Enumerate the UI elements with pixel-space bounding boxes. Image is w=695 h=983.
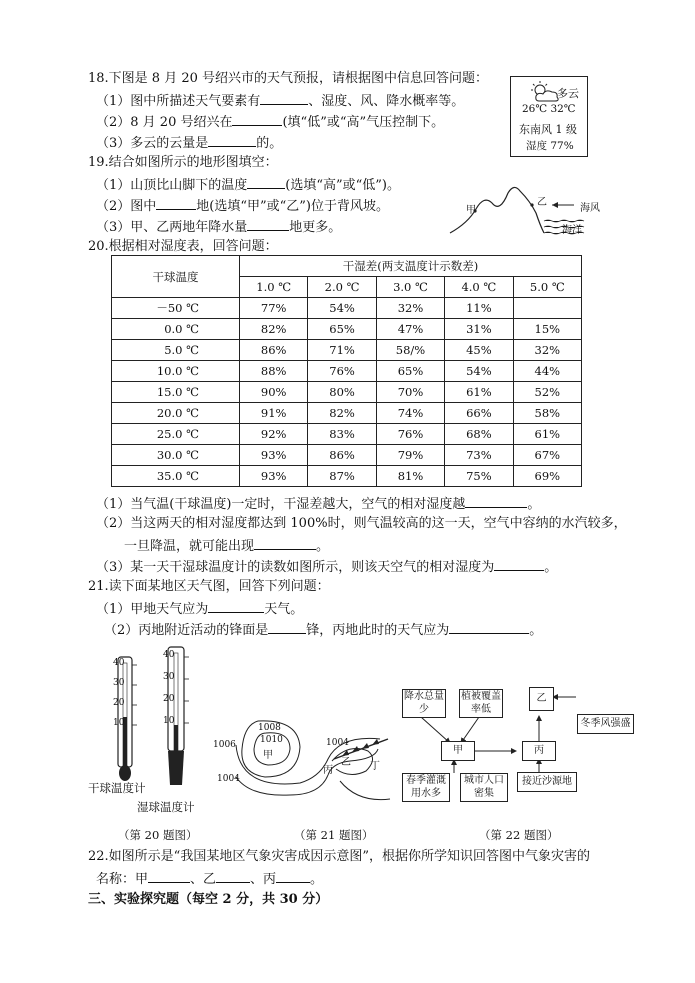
humidity-cell: 45% xyxy=(445,340,513,361)
humidity-cell: 11% xyxy=(445,298,513,319)
humidity-cell: 32% xyxy=(376,298,444,319)
row-temperature: 30.0 ℃ xyxy=(112,445,240,466)
humidity-cell: 81% xyxy=(376,466,444,487)
q18-part2 xyxy=(96,112,444,132)
humidity-cell: 31% xyxy=(445,319,513,340)
humidity-cell: 80% xyxy=(308,382,376,403)
row-temperature: 10.0 ℃ xyxy=(112,361,240,382)
q21-blank-3[interactable] xyxy=(449,620,529,634)
box-jia: 甲 xyxy=(441,741,475,761)
weather-forecast-box xyxy=(510,76,588,157)
q22-answer-line xyxy=(96,869,323,889)
q20-p3b: 。 xyxy=(544,560,558,575)
table-header-left: 干球温度 xyxy=(112,256,240,298)
row-temperature: 5.0 ℃ xyxy=(112,340,240,361)
q19-p3b: 地更多。 xyxy=(289,220,342,235)
q21-part2 xyxy=(104,620,542,640)
q20-part2a: （2）当这两天的相对湿度都达到 100%时，则气温较高的这一天，空气中容纳的水汽较多， xyxy=(96,516,627,531)
humidity-cell: 76% xyxy=(376,424,444,445)
isobar-label: 1004 xyxy=(326,738,349,748)
q20-p1a: （1）当气温(干球温度)一定时，干湿差越大，空气的相对湿度越 xyxy=(96,497,466,512)
table-row xyxy=(112,361,582,382)
humidity-cell: 68% xyxy=(445,424,513,445)
col-header: 3.0 ℃ xyxy=(376,277,444,298)
humidity-cell: 74% xyxy=(376,403,444,424)
humidity-cell: 82% xyxy=(240,319,308,340)
q21-p2a: （2）丙地附近活动的锋面是 xyxy=(104,623,269,638)
q18-part1 xyxy=(96,91,464,111)
q19-part1 xyxy=(96,175,400,195)
q20-part3 xyxy=(96,557,557,577)
q21-p2c: 。 xyxy=(529,623,543,638)
humidity-cell xyxy=(513,298,581,319)
table-row xyxy=(112,319,582,340)
q20-p3a: （3）某一天干湿球温度计的读数如图所示，则该天空气的相对湿度为 xyxy=(96,560,495,575)
humidity-cell: 61% xyxy=(445,382,513,403)
q19-stem: 19.结合如图所示的地形图填空： xyxy=(88,155,278,170)
fig22-caption: （第 22 题图） xyxy=(479,828,559,842)
humidity-cell: 69% xyxy=(513,466,581,487)
q20-part2b xyxy=(124,536,329,556)
humidity-cell: 92% xyxy=(240,424,308,445)
fig20-caption: （第 20 题图） xyxy=(118,828,198,842)
box-urban-population: 城市人口密集 xyxy=(460,773,508,802)
row-temperature: －50 ℃ xyxy=(112,298,240,319)
q18-blank-2[interactable] xyxy=(232,112,282,126)
dry-bulb xyxy=(119,765,131,781)
wet-tick: 30 xyxy=(163,672,175,682)
q21-blank-2[interactable] xyxy=(268,620,306,634)
wet-thermometer-label: 湿球温度计 xyxy=(137,800,195,814)
q18-p1b: 、湿度、风、降水概率等。 xyxy=(308,94,465,109)
label-yi: 乙 xyxy=(537,197,547,208)
isobar xyxy=(340,781,390,800)
isobar-label: 1004 xyxy=(217,774,240,784)
table-row xyxy=(112,403,582,424)
q20-p2b: 一旦降温，就可能出现 xyxy=(124,539,255,554)
weather-condition: 多云 xyxy=(557,87,579,100)
box-sand-source: 接近沙源地 xyxy=(517,772,577,792)
q20-blank-3[interactable] xyxy=(494,557,544,571)
q19-blank-1[interactable] xyxy=(247,175,285,189)
table-row xyxy=(112,445,582,466)
q20-p1b: 。 xyxy=(527,497,541,512)
humidity-cell: 83% xyxy=(308,424,376,445)
map-jia: 甲 xyxy=(263,750,273,761)
q19-p2a: （2）图中 xyxy=(96,199,157,214)
q19-blank-2[interactable] xyxy=(156,196,196,210)
wind-arrowhead xyxy=(552,202,558,208)
humidity-cell: 58% xyxy=(513,403,581,424)
q19-part2 xyxy=(96,196,389,216)
q22-a: 名称：甲 xyxy=(96,872,149,887)
humidity-cell: 54% xyxy=(445,361,513,382)
q21-part1 xyxy=(96,599,303,619)
table-row xyxy=(112,424,582,445)
isobar-label: 1006 xyxy=(213,740,236,750)
wet-tick: 40 xyxy=(163,650,175,660)
q22-stem: 22.如图所示是“我国某地区气象灾害成因示意图”，根据你所学知识回答图中气象灾害的 xyxy=(88,849,590,864)
dry-tick: 40 xyxy=(113,658,125,668)
q19-p2b: 地(选填“甲”或“乙”)位于背风坡。 xyxy=(196,199,390,214)
q18-p2b: (填“低”或“高”气压控制下。 xyxy=(282,115,445,130)
humidity-cell: 66% xyxy=(445,403,513,424)
humidity-cell: 75% xyxy=(445,466,513,487)
yi-point xyxy=(530,203,533,206)
humidity-cell: 15% xyxy=(513,319,581,340)
label-ocean: 海洋 xyxy=(562,225,582,236)
row-temperature: 25.0 ℃ xyxy=(112,424,240,445)
box-yi: 乙 xyxy=(529,687,554,711)
q20-part1 xyxy=(96,494,540,514)
humidity-table-body xyxy=(112,298,582,487)
q22-c: 、丙 xyxy=(250,872,277,887)
q20-stem: 20.根据相对湿度表，回答问题： xyxy=(88,239,278,254)
humidity-cell: 47% xyxy=(376,319,444,340)
weather-humidity: 湿度 77% xyxy=(526,140,574,152)
dry-thermometer-label: 干球温度计 xyxy=(88,781,146,795)
q21-p1a: （1）甲地天气应为 xyxy=(96,602,209,617)
isobar-label: 1008 xyxy=(258,723,281,733)
table-row xyxy=(112,382,582,403)
q20-blank-2[interactable] xyxy=(254,536,316,550)
q18-blank-1[interactable] xyxy=(260,91,308,105)
humidity-cell: 71% xyxy=(308,340,376,361)
humidity-cell: 54% xyxy=(308,298,376,319)
box-low-rain: 降水总量少 xyxy=(402,689,446,718)
map-ding: 丁 xyxy=(370,761,380,772)
humidity-cell: 90% xyxy=(240,382,308,403)
wet-wick xyxy=(168,751,184,785)
wet-tick: 10 xyxy=(163,716,175,726)
map-yi: 乙 xyxy=(341,757,351,768)
humidity-table xyxy=(111,255,582,487)
dry-tick: 10 xyxy=(113,718,125,728)
q18-p1a: （1）图中所描述天气要素有 xyxy=(96,94,261,109)
humidity-cell: 65% xyxy=(308,319,376,340)
map-bing: 丙 xyxy=(323,765,333,776)
q20-p2c: 。 xyxy=(316,539,330,554)
weather-temps: 26℃ 32℃ xyxy=(522,103,576,115)
isobar xyxy=(236,738,380,784)
row-temperature: 20.0 ℃ xyxy=(112,403,240,424)
humidity-cell: 44% xyxy=(513,361,581,382)
box-bing: 丙 xyxy=(522,741,556,761)
box-winter-wind: 冬季风强盛 xyxy=(577,714,634,734)
humidity-cell: 93% xyxy=(240,466,308,487)
q22-d: 。 xyxy=(310,872,324,887)
humidity-cell: 58/% xyxy=(376,340,444,361)
q21-p2b: 锋，丙地此时的天气应为 xyxy=(306,623,450,638)
q22-blank-2[interactable] xyxy=(216,869,250,883)
label-sea-wind: 海风 xyxy=(580,203,600,214)
box-spring-irrigation: 春季灌溉用水多 xyxy=(402,773,450,802)
humidity-cell: 77% xyxy=(240,298,308,319)
humidity-cell: 86% xyxy=(240,340,308,361)
q18-stem: 18.下图是 8 月 20 号绍兴市的天气预报，请根据图中信息回答问题： xyxy=(88,71,489,86)
q19-p1a: （1）山顶比山脚下的温度 xyxy=(96,178,248,193)
isobar-label: 1010 xyxy=(260,735,283,745)
table-row xyxy=(112,298,582,319)
q18-p3b: 的。 xyxy=(256,136,283,151)
humidity-cell: 73% xyxy=(445,445,513,466)
col-header: 5.0 ℃ xyxy=(513,277,581,298)
row-temperature: 0.0 ℃ xyxy=(112,319,240,340)
humidity-cell: 61% xyxy=(513,424,581,445)
row-temperature: 15.0 ℃ xyxy=(112,382,240,403)
humidity-cell: 91% xyxy=(240,403,308,424)
isobar xyxy=(236,749,378,795)
humidity-cell: 76% xyxy=(308,361,376,382)
q19-p3a: （3）甲、乙两地年降水量 xyxy=(96,220,248,235)
humidity-cell: 79% xyxy=(376,445,444,466)
table-row xyxy=(112,466,582,487)
humidity-cell: 70% xyxy=(376,382,444,403)
humidity-cell: 67% xyxy=(513,445,581,466)
q19-part3 xyxy=(96,217,341,237)
q18-blank-3[interactable] xyxy=(208,133,256,147)
weather-wind: 东南风 1 级 xyxy=(519,123,577,136)
dry-tick: 20 xyxy=(113,698,125,708)
table-row xyxy=(112,340,582,361)
humidity-cell: 87% xyxy=(308,466,376,487)
col-header: 1.0 ℃ xyxy=(240,277,308,298)
q18-part3 xyxy=(96,133,282,153)
q18-p2a: （2）8 月 20 号绍兴在 xyxy=(96,115,233,130)
col-header: 2.0 ℃ xyxy=(308,277,376,298)
section-3-heading: 三、实验探究题（每空 2 分，共 30 分） xyxy=(88,892,329,907)
row-temperature: 35.0 ℃ xyxy=(112,466,240,487)
wet-tick: 20 xyxy=(163,694,175,704)
col-header: 4.0 ℃ xyxy=(445,277,513,298)
q22-blank-1[interactable] xyxy=(148,869,190,883)
humidity-cell: 82% xyxy=(308,403,376,424)
humidity-cell: 88% xyxy=(240,361,308,382)
q19-blank-3[interactable] xyxy=(247,217,289,231)
humidity-cell: 52% xyxy=(513,382,581,403)
table-header-right: 干湿差(两支温度计示数差) xyxy=(240,256,582,277)
q21-p1b: 天气。 xyxy=(264,602,304,617)
q20-blank-1[interactable] xyxy=(465,494,527,508)
label-jia: 甲 xyxy=(466,205,476,216)
box-low-vegetation: 植被覆盖率低 xyxy=(459,689,503,718)
humidity-cell: 86% xyxy=(308,445,376,466)
humidity-cell: 93% xyxy=(240,445,308,466)
humidity-cell: 32% xyxy=(513,340,581,361)
fig21-caption: （第 21 题图） xyxy=(294,828,374,842)
q21-stem: 21.读下面某地区天气图，回答下列问题： xyxy=(88,579,330,594)
q22-b: 、乙 xyxy=(190,872,217,887)
q19-p1b: (选填“高”或“低”)。 xyxy=(285,178,401,193)
q22-blank-3[interactable] xyxy=(276,869,310,883)
mountain-outline xyxy=(450,187,544,233)
q21-blank-1[interactable] xyxy=(208,599,264,613)
q18-p3a: （3）多云的云量是 xyxy=(96,136,209,151)
dry-tick: 30 xyxy=(113,678,125,688)
humidity-cell: 65% xyxy=(376,361,444,382)
